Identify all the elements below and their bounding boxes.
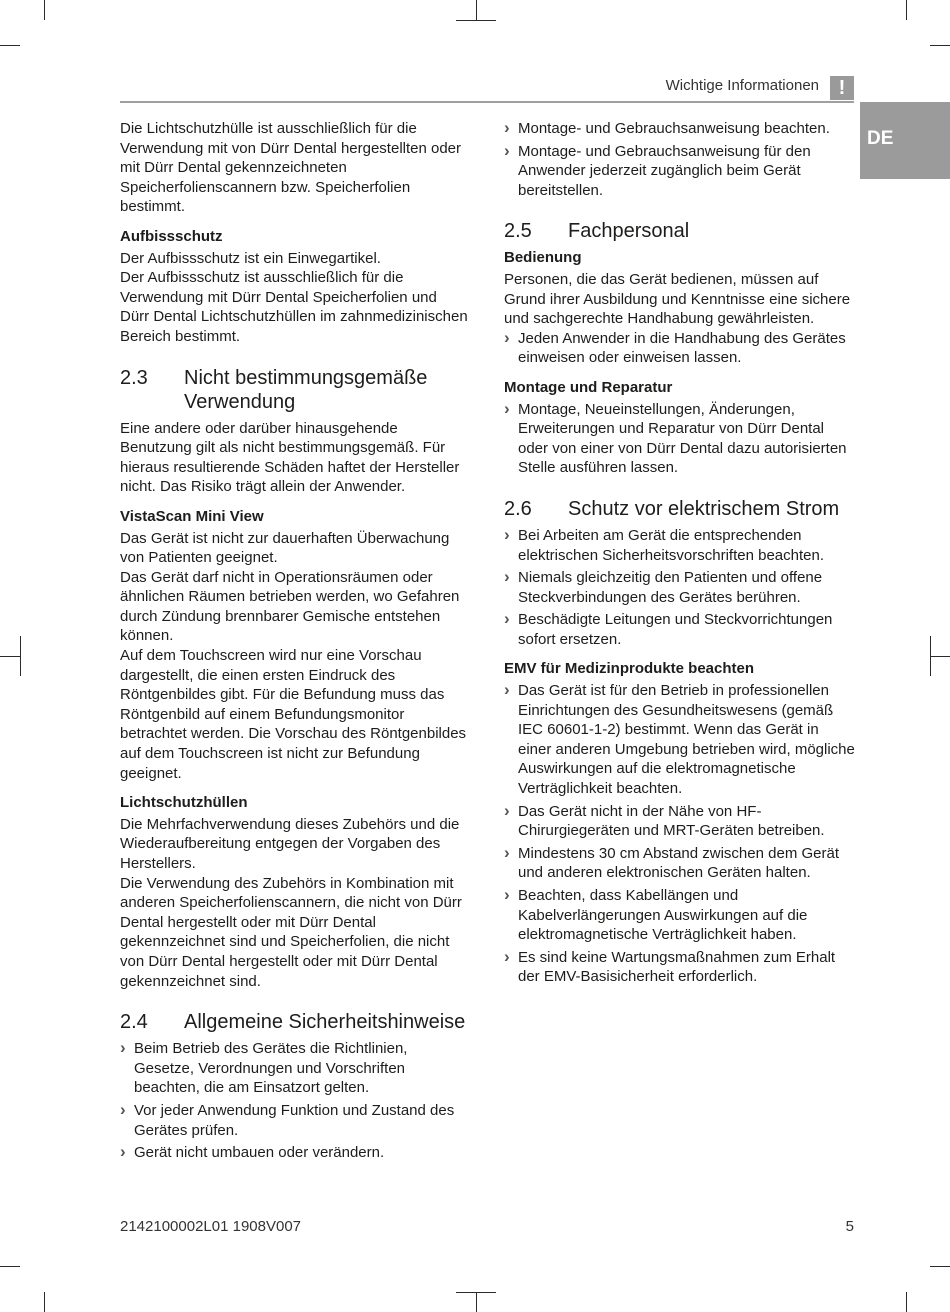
paragraph: Der Aufbissschutz ist ausschließlich für die Verwendung mit Dürr Dental Speicherfolien und Dürr Dental Lichtschutzhüllen im zahnmedizinischen Bereich bestimmt.: [120, 269, 468, 345]
page-number: 5: [845, 1218, 854, 1235]
warning-icon: !: [830, 76, 854, 100]
section-heading-2-3: [120, 366, 470, 414]
list-item: › Vor jeder Anwendung Funktion und Zustand des Gerätes prüfen.: [120, 1101, 470, 1140]
list-item: › Gerät nicht umbauen oder verändern.: [120, 1143, 470, 1163]
crop-mark: [930, 1266, 950, 1267]
section-title: Schutz vor elektrischem Strom: [568, 497, 840, 520]
page-header-title: Wichtige Informationen: [665, 77, 819, 94]
list-item: › Mindestens 30 cm Abstand zwischen dem Gerät und anderen elektronischen Geräten halten.: [504, 844, 856, 883]
section-heading-2-4: [120, 1010, 470, 1034]
section-heading-2-6: [504, 497, 856, 521]
subheading-vistascan: VistaScan Mini View: [120, 507, 264, 525]
crop-mark: [930, 45, 950, 46]
section-number: 2.3: [120, 366, 148, 389]
header-divider: [120, 101, 854, 103]
crop-mark: [20, 636, 21, 676]
list-item: › Bei Arbeiten am Gerät die entsprechenden elektrischen Sicherheitsvorschriften beachten.: [504, 526, 856, 565]
list-item: › Beim Betrieb des Gerätes die Richtlinien, Gesetze, Verordnungen und Vorschriften beachten, die am Einsatzort gelten.: [120, 1039, 470, 1098]
paragraph: Der Aufbissschutz ist ein Einwegartikel.: [120, 249, 381, 267]
list-item: › Montage- und Gebrauchsanweisung beachten.: [504, 119, 856, 139]
list-item: › Das Gerät ist für den Betrieb in professionellen Einrichtungen des Gesundheitswesens (gemäß IEC 60601-1-2) bestimmt. Wenn das Gerät in einer anderen Umgebung betrieben wird, mögliche Auswirkungen auf die elektromagnetische Verträglichkeit beachten.: [504, 681, 856, 799]
bullet-list: [504, 400, 856, 478]
paragraph: Das Gerät ist nicht zur dauerhaften Überwachung von Patienten geeignet.: [120, 529, 450, 567]
paragraph: Eine andere oder darüber hinausgehende Benutzung gilt als nicht bestimmungsgemäß. Für hieraus resultierende Schäden haftet der Hersteller nicht. Das Risiko trägt allein der Anwender.: [120, 419, 460, 496]
crop-mark: [456, 1292, 496, 1293]
crop-mark: [0, 45, 20, 46]
list-item: › Beachten, dass Kabellängen und Kabelverlängerungen Auswirkungen auf die elektromagnetische Verträglichkeit haben.: [504, 886, 856, 945]
crop-mark: [0, 656, 20, 657]
section-title: Nicht bestimmungsgemäße Verwendung: [184, 366, 428, 413]
crop-mark: [44, 1292, 45, 1312]
list-item: › Niemals gleichzeitig den Patienten und offene Steckverbindungen des Gerätes berühren.: [504, 568, 856, 607]
left-column: [120, 119, 470, 1173]
crop-mark: [456, 20, 496, 21]
paragraph: Personen, die das Gerät bedienen, müssen auf Grund ihrer Ausbildung und Kenntnisse eine sichere und sachgerechte Handhabung gewährleisten.: [504, 270, 851, 328]
bullet-list: [120, 1039, 470, 1163]
crop-mark: [0, 1266, 20, 1267]
crop-mark: [930, 656, 950, 657]
section-title: Allgemeine Sicherheitshinweise: [184, 1011, 466, 1034]
list-item: › Das Gerät nicht in der Nähe von HF-Chirurgiegeräten und MRT-Geräten betreiben.: [504, 802, 856, 841]
section-number: 2.6: [504, 497, 532, 520]
subheading-bedienung: Bedienung: [504, 249, 582, 267]
crop-mark: [476, 0, 477, 20]
list-item: › Jeden Anwender in die Handhabung des Gerätes einweisen oder einweisen lassen.: [504, 329, 856, 368]
list-item: › Es sind keine Wartungsmaßnahmen zum Erhalt der EMV-Basisicherheit erforderlich.: [504, 948, 856, 987]
section-title: Fachpersonal: [568, 220, 690, 243]
subheading-aufbissschutz: Aufbissschutz: [120, 227, 223, 245]
bullet-list: [504, 526, 856, 650]
bullet-list: [504, 119, 856, 200]
section-number: 2.5: [504, 220, 532, 243]
subheading-montage: Montage und Reparatur: [504, 378, 673, 396]
subheading-emv: EMV für Medizinprodukte beachten: [504, 660, 755, 678]
bullet-list: [504, 329, 856, 368]
crop-mark: [906, 0, 907, 20]
list-item: › Beschädigte Leitungen und Steckvorrichtungen sofort ersetzen.: [504, 610, 856, 649]
language-tab: DE: [860, 102, 950, 179]
subheading-lichtschutzhuellen: Lichtschutzhüllen: [120, 794, 248, 812]
section-number: 2.4: [120, 1011, 148, 1034]
paragraph: Auf dem Touchscreen wird nur eine Vorschau dargestellt, die einen ersten Eindruck des Röntgenbildes gibt. Für die Befundung muss das Röntgenbild auf einem Befundungsmonitor betrachtet werden. Die Vorschau des Röntgenbildes auf dem Touchscreen ist nicht zur Befundung geeignet.: [120, 647, 467, 782]
list-item: › Montage, Neueinstellungen, Änderungen, Erweiterungen und Reparatur von Dürr Dental oder von einer von Dürr Dental dazu autorisierten Stelle ausführen lassen.: [504, 400, 856, 478]
section-heading-2-5: [504, 219, 856, 243]
intro-paragraph: Die Lichtschutzhülle ist ausschließlich für die Verwendung mit von Dürr Dental hergestellten oder mit Dürr Dental gekennzeichneten Speicherfolienscannern bzw. Speicherfolien bestimmt.: [120, 120, 462, 216]
paragraph: Die Mehrfachverwendung dieses Zubehörs und die Wiederaufbereitung entgegen der Vorgaben des Herstellers.: [120, 815, 460, 872]
paragraph: Die Verwendung des Zubehörs in Kombination mit anderen Speicherfolienscannern, die nicht von Dürr Dental hergestellt oder mit Dürr Dental gekennzeichnet sind und Speicherfolien, die nicht von Dürr Dental hergestellt oder mit Dürr Dental gekennzeichnet sind.: [120, 874, 462, 990]
crop-mark: [476, 1292, 477, 1312]
crop-mark: [44, 0, 45, 20]
crop-mark: [906, 1292, 907, 1312]
right-column: [504, 119, 856, 997]
list-item: › Montage- und Gebrauchsanweisung für den Anwender jederzeit zugänglich beim Gerät bereitstellen.: [504, 142, 856, 201]
document-number: 2142100002L01 1908V007: [120, 1218, 302, 1235]
bullet-list: [504, 681, 856, 987]
paragraph: Das Gerät darf nicht in Operationsräumen oder ähnlichen Räumen betrieben werden, wo Gefahren durch Zündung brennbarer Gemische entstehen können.: [120, 568, 460, 645]
